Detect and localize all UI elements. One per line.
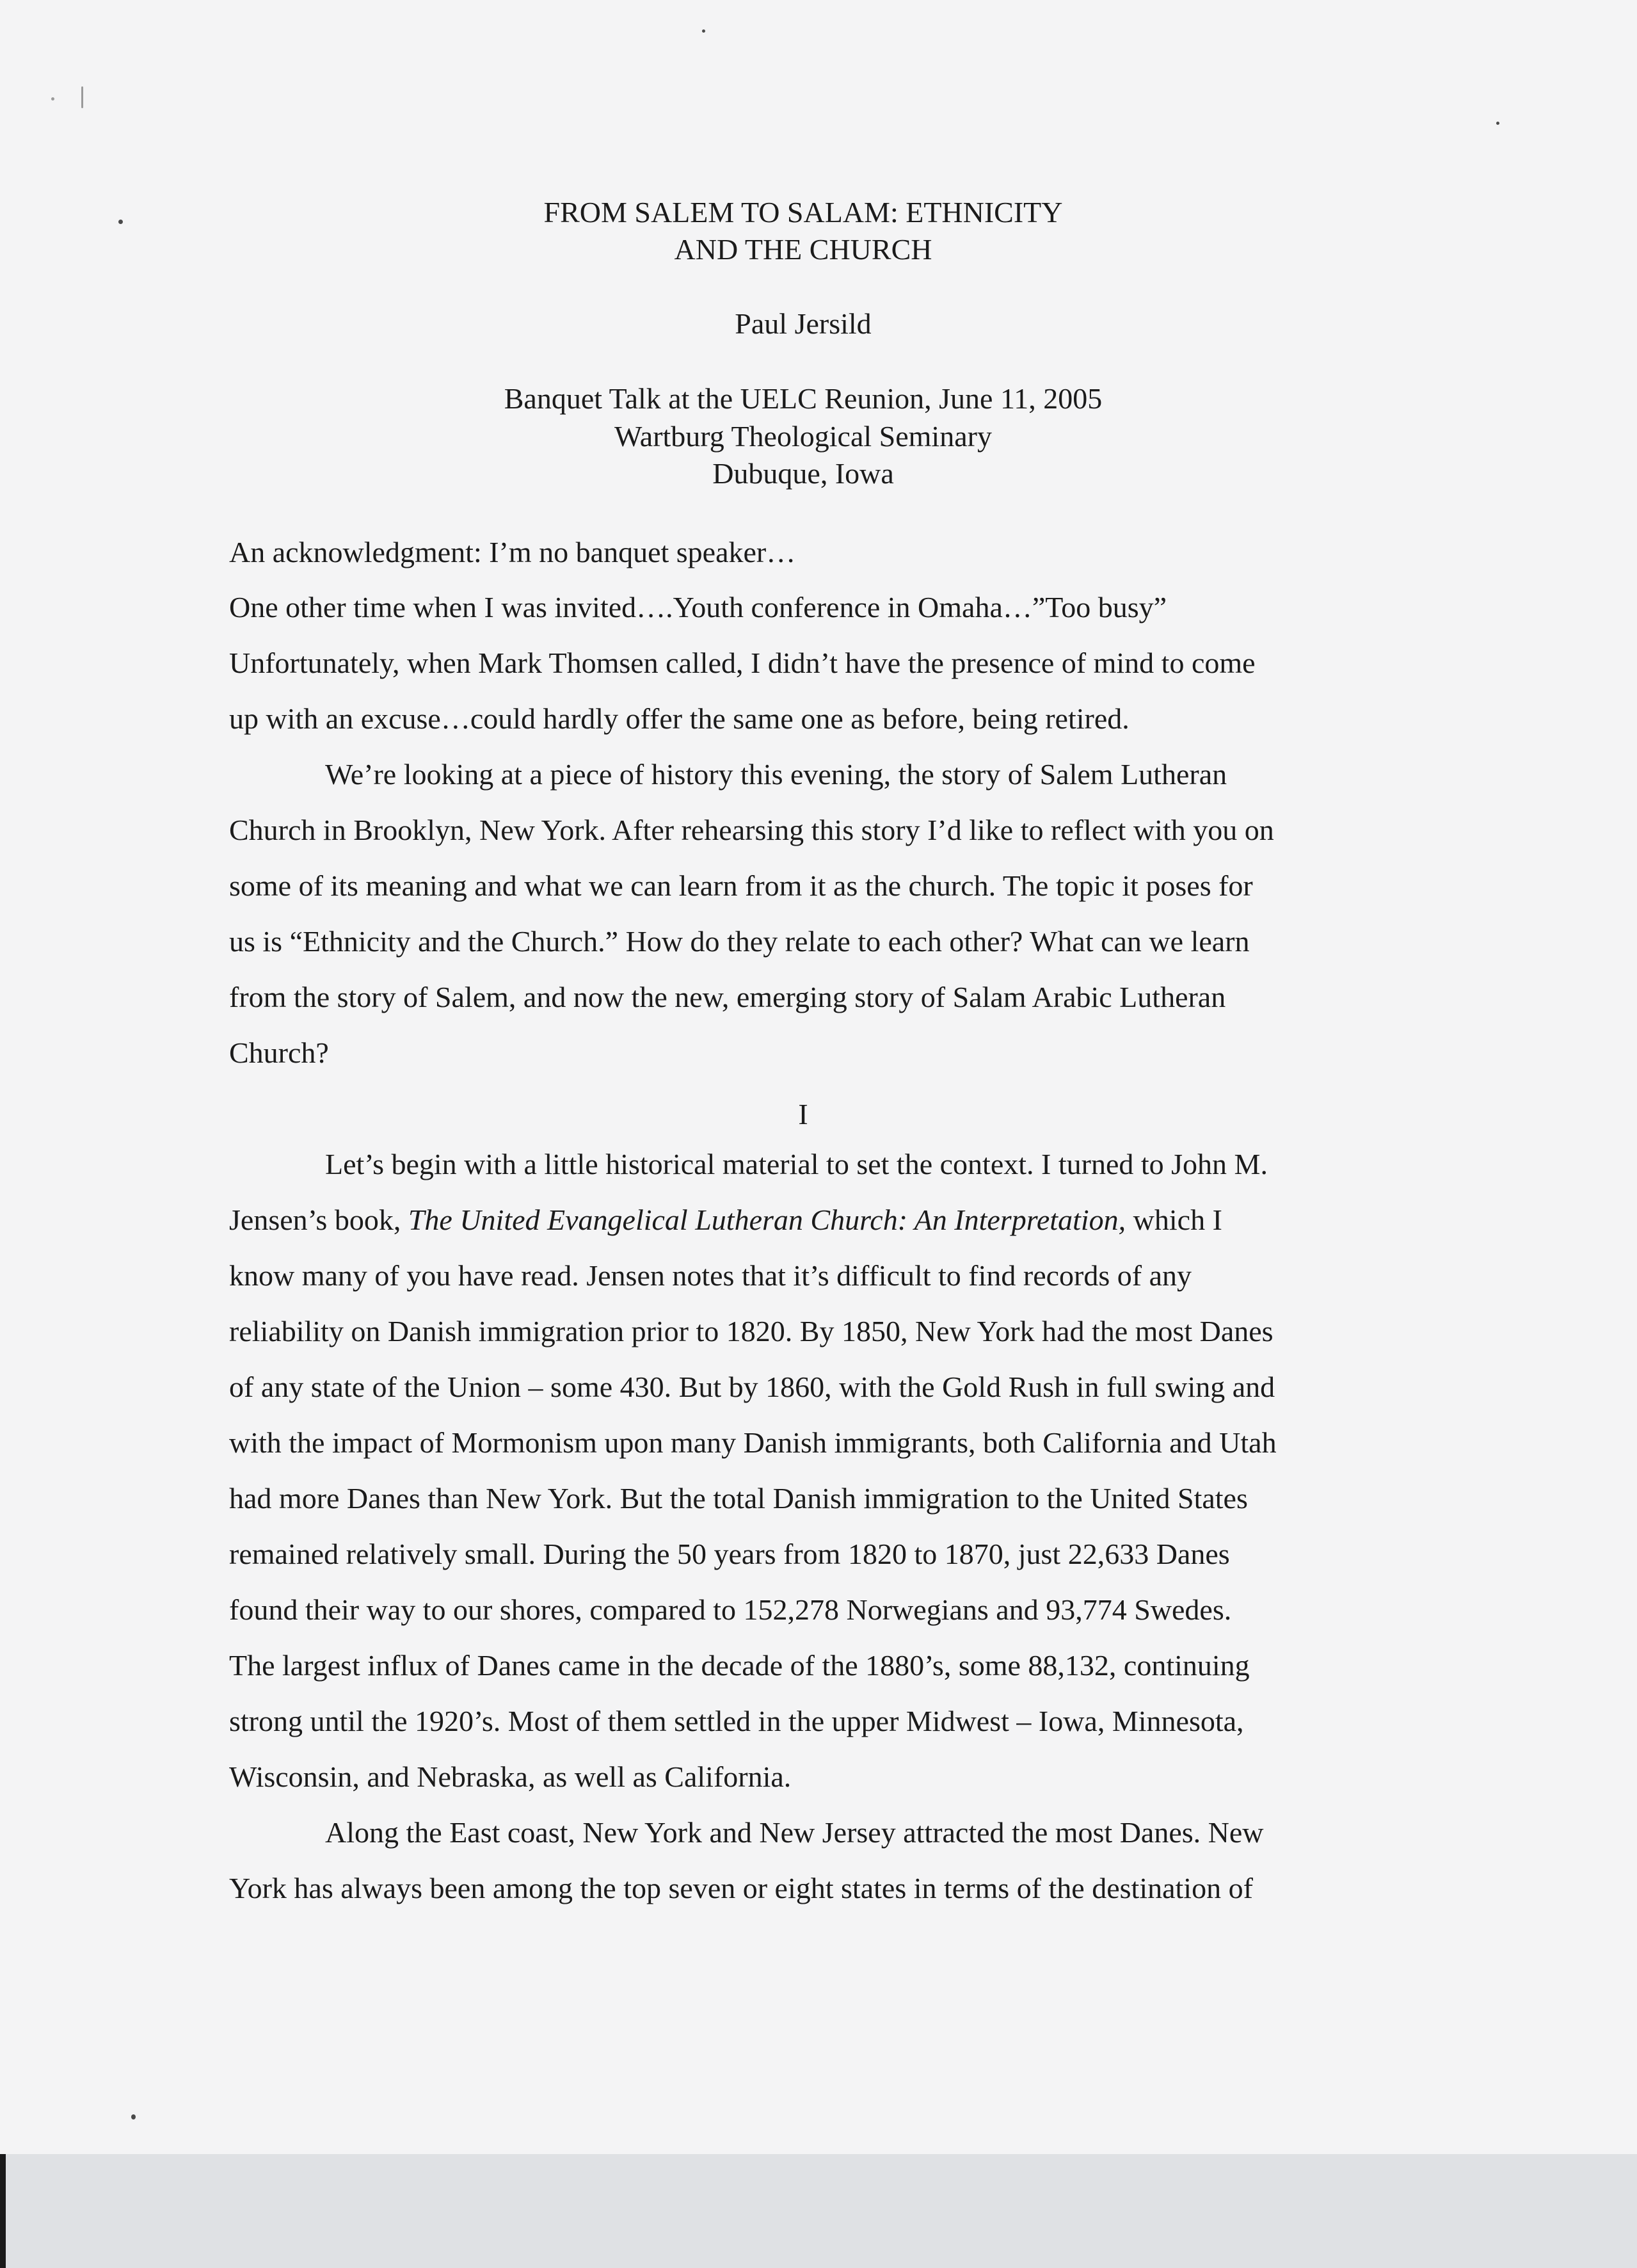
paragraph-line: strong until the 1920’s. Most of them settled in the upper Midwest – Iowa, Minnesota,: [229, 1705, 1244, 1737]
paragraph-line: some of its meaning and what we can learn from it as the church. The topic it poses for: [229, 869, 1253, 902]
intro-line: Unfortunately, when Mark Thomsen called, I didn’t have the presence of mind to come: [229, 647, 1256, 679]
paragraph-line: The largest influx of Danes came in the decade of the 1880’s, some 88,132, continuing: [229, 1649, 1250, 1682]
paragraph-line: had more Danes than New York. But the total Danish immigration to the United States: [229, 1482, 1248, 1515]
citation-suffix: which I: [1126, 1203, 1222, 1236]
paragraph-line: of any state of the Union – some 430. But by 1860, with the Gold Rush in full swing and: [229, 1371, 1275, 1403]
scan-speck: [51, 97, 54, 101]
scan-speck: [702, 29, 705, 33]
occasion: Banquet Talk at the UELC Reunion, June 11, 2005: [504, 382, 1103, 415]
scan-speck: [81, 86, 83, 108]
scan-speck: [1496, 122, 1499, 125]
paragraph-line: Church?: [229, 1036, 329, 1069]
scanner-bed-margin: [0, 2154, 1637, 2268]
paragraph-line: with the impact of Mormonism upon many Danish immigrants, both California and Utah: [229, 1426, 1277, 1459]
paragraph-line: reliability on Danish immigration prior to 1820. By 1850, New York had the most Danes: [229, 1315, 1274, 1347]
venue: Wartburg Theological Seminary: [614, 420, 992, 453]
intro-line: An acknowledgment: I’m no banquet speaker…: [229, 536, 796, 568]
paragraph-line: We’re looking at a piece of history this evening, the story of Salem Lutheran: [325, 758, 1227, 791]
paragraph-line: know many of you have read. Jensen notes that it’s difficult to find records of any: [229, 1259, 1192, 1292]
location: Dubuque, Iowa: [712, 457, 894, 490]
paragraph-line-with-citation: [229, 1201, 1222, 1239]
paragraph-line: Along the East coast, New York and New Jersey attracted the most Danes. New: [325, 1816, 1264, 1849]
paragraph-line: Wisconsin, and Nebraska, as well as California.: [229, 1760, 792, 1793]
book-title: The United Evangelical Lutheran Church: An Interpretation,: [408, 1203, 1126, 1236]
document-title-line-1: FROM SALEM TO SALAM: ETHNICITY: [543, 196, 1063, 229]
paragraph-line: us is “Ethnicity and the Church.” How do they relate to each other? What can we learn: [229, 925, 1250, 958]
document-title-line-2: AND THE CHURCH: [674, 233, 932, 266]
citation-prefix: Jensen’s book,: [229, 1203, 408, 1236]
paragraph-line: from the story of Salem, and now the new, emerging story of Salam Arabic Lutheran: [229, 981, 1226, 1013]
author-name: Paul Jersild: [735, 307, 872, 340]
intro-line: up with an excuse…could hardly offer the same one as before, being retired.: [229, 702, 1130, 735]
paragraph-line: York has always been among the top seven or eight states in terms of the destination of: [229, 1872, 1253, 1904]
paragraph-line: Church in Brooklyn, New York. After rehearsing this story I’d like to reflect with you on: [229, 814, 1274, 846]
paragraph-line: Let’s begin with a little historical material to set the context. I turned to John M.: [325, 1148, 1268, 1180]
scanner-edge: [0, 2154, 6, 2268]
intro-line: One other time when I was invited….Youth conference in Omaha…”Too busy”: [229, 591, 1167, 623]
section-numeral: I: [798, 1098, 808, 1130]
paragraph-line: remained relatively small. During the 50 years from 1820 to 1870, just 22,633 Danes: [229, 1538, 1230, 1570]
paragraph-line: found their way to our shores, compared to 152,278 Norwegians and 93,774 Swedes.: [229, 1593, 1232, 1626]
scan-speck: [131, 2114, 136, 2119]
